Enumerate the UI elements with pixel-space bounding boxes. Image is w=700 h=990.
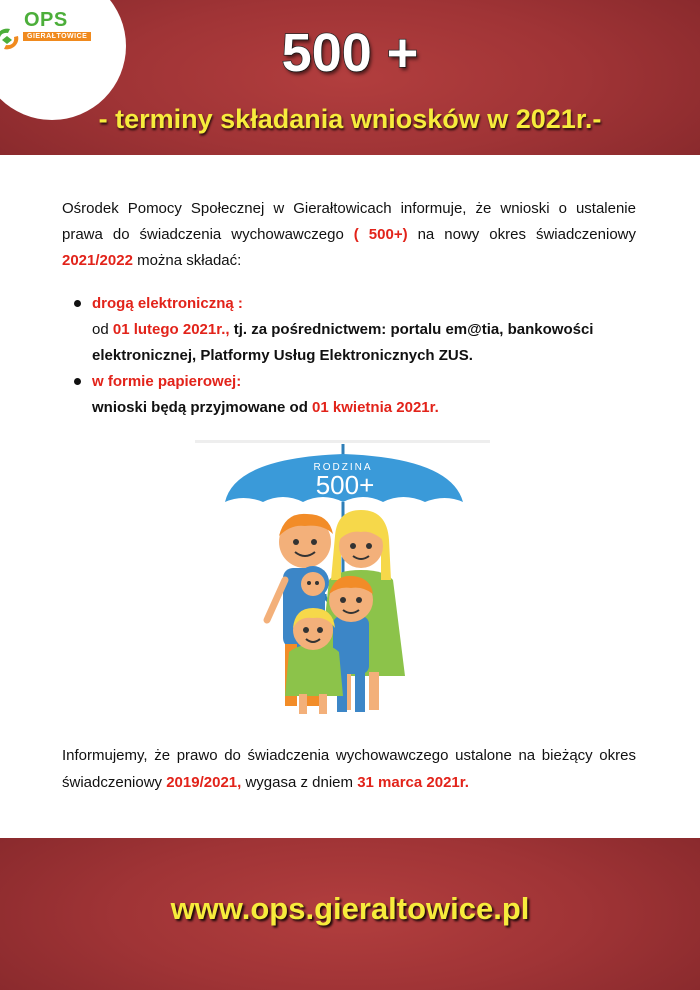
bullet-icon (74, 378, 81, 385)
family-umbrella-illustration (195, 440, 490, 722)
method-heading: w formie papierowej: (92, 373, 242, 390)
method-date: 01 kwietnia 2021r. (312, 399, 439, 416)
method-text-prefix: od (92, 321, 113, 338)
logo-subtext: GIERAŁTOWICE (23, 32, 91, 41)
intro-paragraph (62, 196, 636, 274)
previous-period: 2019/2021, (166, 774, 242, 791)
baby-figure (297, 566, 329, 598)
page-subtitle: - terminy składania wniosków w 2021r.- (98, 104, 602, 134)
method-heading: drogą elektroniczną : (92, 295, 243, 312)
list-item (74, 369, 654, 421)
benefit-period: 2021/2022 (62, 252, 133, 269)
method-text: tj. za pośrednictwem: portalu em@tia, bankowości elektronicznej, Platformy Usług Elektronicznych ZUS. (92, 321, 594, 364)
closing-paragraph (62, 742, 636, 796)
brand-number: 500+ (315, 470, 375, 500)
header-banner (0, 0, 700, 155)
closing-text-2: wygasa z dniem (241, 774, 358, 791)
expiry-date: 31 marca 2021r. (357, 774, 469, 791)
intro-text: Ośrodek Pomocy Społecznej w Gierałtowicach informuje, że wnioski o ustalenie prawa do świadczenia wychowawczego (62, 200, 636, 243)
footer-banner (0, 838, 700, 990)
submission-methods-list (74, 291, 654, 421)
intro-text-3: można składać: (132, 252, 242, 269)
closing-text: Informujemy, że prawo do świadczenia wychowawczego ustalone na bieżący okres świadczeniowy (62, 747, 636, 791)
logo-text: OPS (24, 9, 68, 31)
bullet-icon (74, 300, 81, 307)
list-item (74, 291, 654, 369)
website-link[interactable]: www.ops.gieraltowice.pl (170, 891, 530, 926)
method-text: wnioski będą przyjmowane od (92, 399, 313, 416)
method-date: 01 lutego 2021r., (112, 321, 230, 338)
intro-text-2: na nowy okres świadczeniowy (407, 226, 636, 243)
brand-word: RODZINA (313, 462, 373, 473)
page-title: 500 + (281, 23, 419, 83)
benefit-name: ( 500+) (353, 226, 408, 243)
